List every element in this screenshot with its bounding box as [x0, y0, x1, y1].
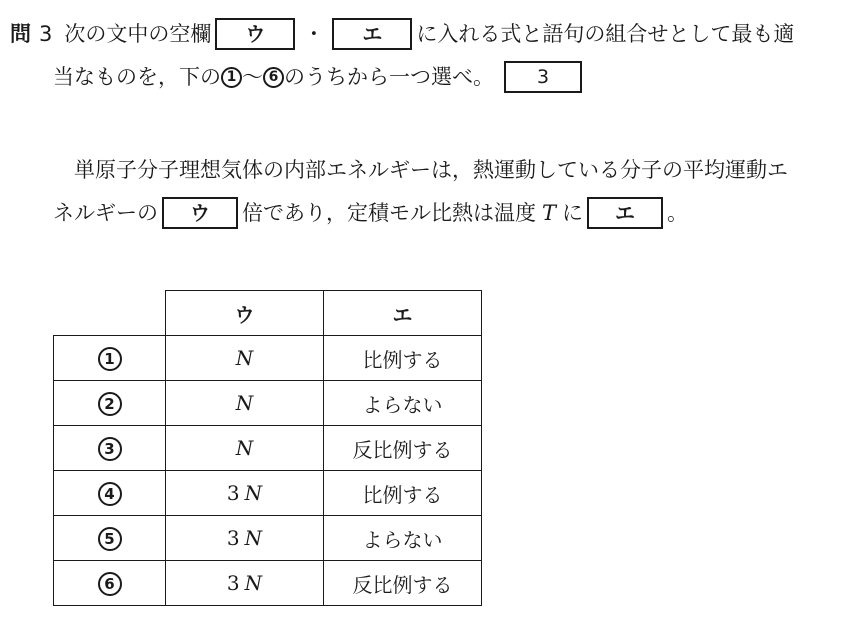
passage-blank-u: ウ: [162, 197, 238, 229]
question-text-2: 当なものを，下の: [53, 65, 221, 89]
row-u-cell: [166, 426, 324, 471]
row-number-cell: [54, 561, 166, 606]
question-label: 問: [10, 22, 31, 46]
passage-blank-e: エ: [587, 197, 663, 229]
question-line-2: [53, 60, 586, 94]
passage-line-2: [53, 196, 688, 230]
row-u-cell: [166, 516, 324, 561]
row-e-cell: 反比例する: [324, 561, 482, 606]
variable-n: N: [235, 346, 254, 370]
question-line-1: [10, 17, 794, 51]
passage-text-1: 単原子分子理想気体の内部エネルギーは，熱運動している分子の平均運動エ: [74, 158, 788, 182]
table-row: [54, 336, 482, 381]
variable-n: N: [244, 571, 263, 595]
choice-number: 1: [98, 347, 122, 371]
passage-line-1: [74, 153, 788, 187]
passage-text-end: 。: [667, 201, 689, 225]
choice-number: 2: [98, 392, 122, 416]
choice-range-start: 1: [221, 67, 242, 88]
coefficient: 3: [226, 526, 240, 550]
options-table: [53, 290, 482, 606]
variable-n: N: [235, 436, 254, 460]
row-e-cell: 比例する: [324, 336, 482, 381]
row-u-cell: [166, 336, 324, 381]
row-number-cell: [54, 471, 166, 516]
blank-u-box: ウ: [215, 18, 295, 50]
passage-text-ni: に: [562, 201, 584, 225]
table-row: [54, 426, 482, 471]
row-u-cell: [166, 561, 324, 606]
choice-number: 6: [98, 572, 122, 596]
blank-e-box: エ: [332, 18, 412, 50]
table-row: [54, 381, 482, 426]
passage-text-2-mid: 倍であり，定積モル比熱は温度: [242, 201, 536, 225]
passage-text-2-head: ネルギーの: [53, 201, 158, 225]
table-header-u: ウ: [166, 291, 324, 336]
variable-n: N: [244, 481, 263, 505]
variable-n: N: [235, 391, 254, 415]
variable-t: T: [542, 201, 557, 225]
row-e-cell: 比例する: [324, 471, 482, 516]
table-header-blank: [54, 291, 166, 336]
question-text-2-tail: のうちから一つ選べ。: [284, 65, 494, 89]
coefficient: 3: [226, 481, 240, 505]
row-e-cell: 反比例する: [324, 426, 482, 471]
table-row: [54, 516, 482, 561]
table-row: [54, 471, 482, 516]
table-header-e: エ: [324, 291, 482, 336]
choice-number: 4: [98, 482, 122, 506]
coefficient: 3: [226, 571, 240, 595]
answer-box: 3: [504, 61, 582, 93]
table-row: [54, 561, 482, 606]
row-e-cell: よらない: [324, 516, 482, 561]
range-separator: 〜: [242, 65, 263, 89]
variable-n: N: [244, 526, 263, 550]
row-u-cell: [166, 381, 324, 426]
question-text-1-tail: に入れる式と語句の組合せとして最も適: [416, 22, 795, 46]
row-u-cell: [166, 471, 324, 516]
table-header-row: [54, 291, 482, 336]
row-number-cell: [54, 426, 166, 471]
question-number: 3: [39, 22, 53, 46]
question-text-1: 次の文中の空欄: [64, 22, 212, 46]
choice-range-end: 6: [263, 67, 284, 88]
choice-number: 5: [98, 527, 122, 551]
row-number-cell: [54, 336, 166, 381]
row-e-cell: よらない: [324, 381, 482, 426]
separator-dot: ・: [303, 22, 325, 46]
row-number-cell: [54, 516, 166, 561]
choice-number: 3: [98, 437, 122, 461]
row-number-cell: [54, 381, 166, 426]
